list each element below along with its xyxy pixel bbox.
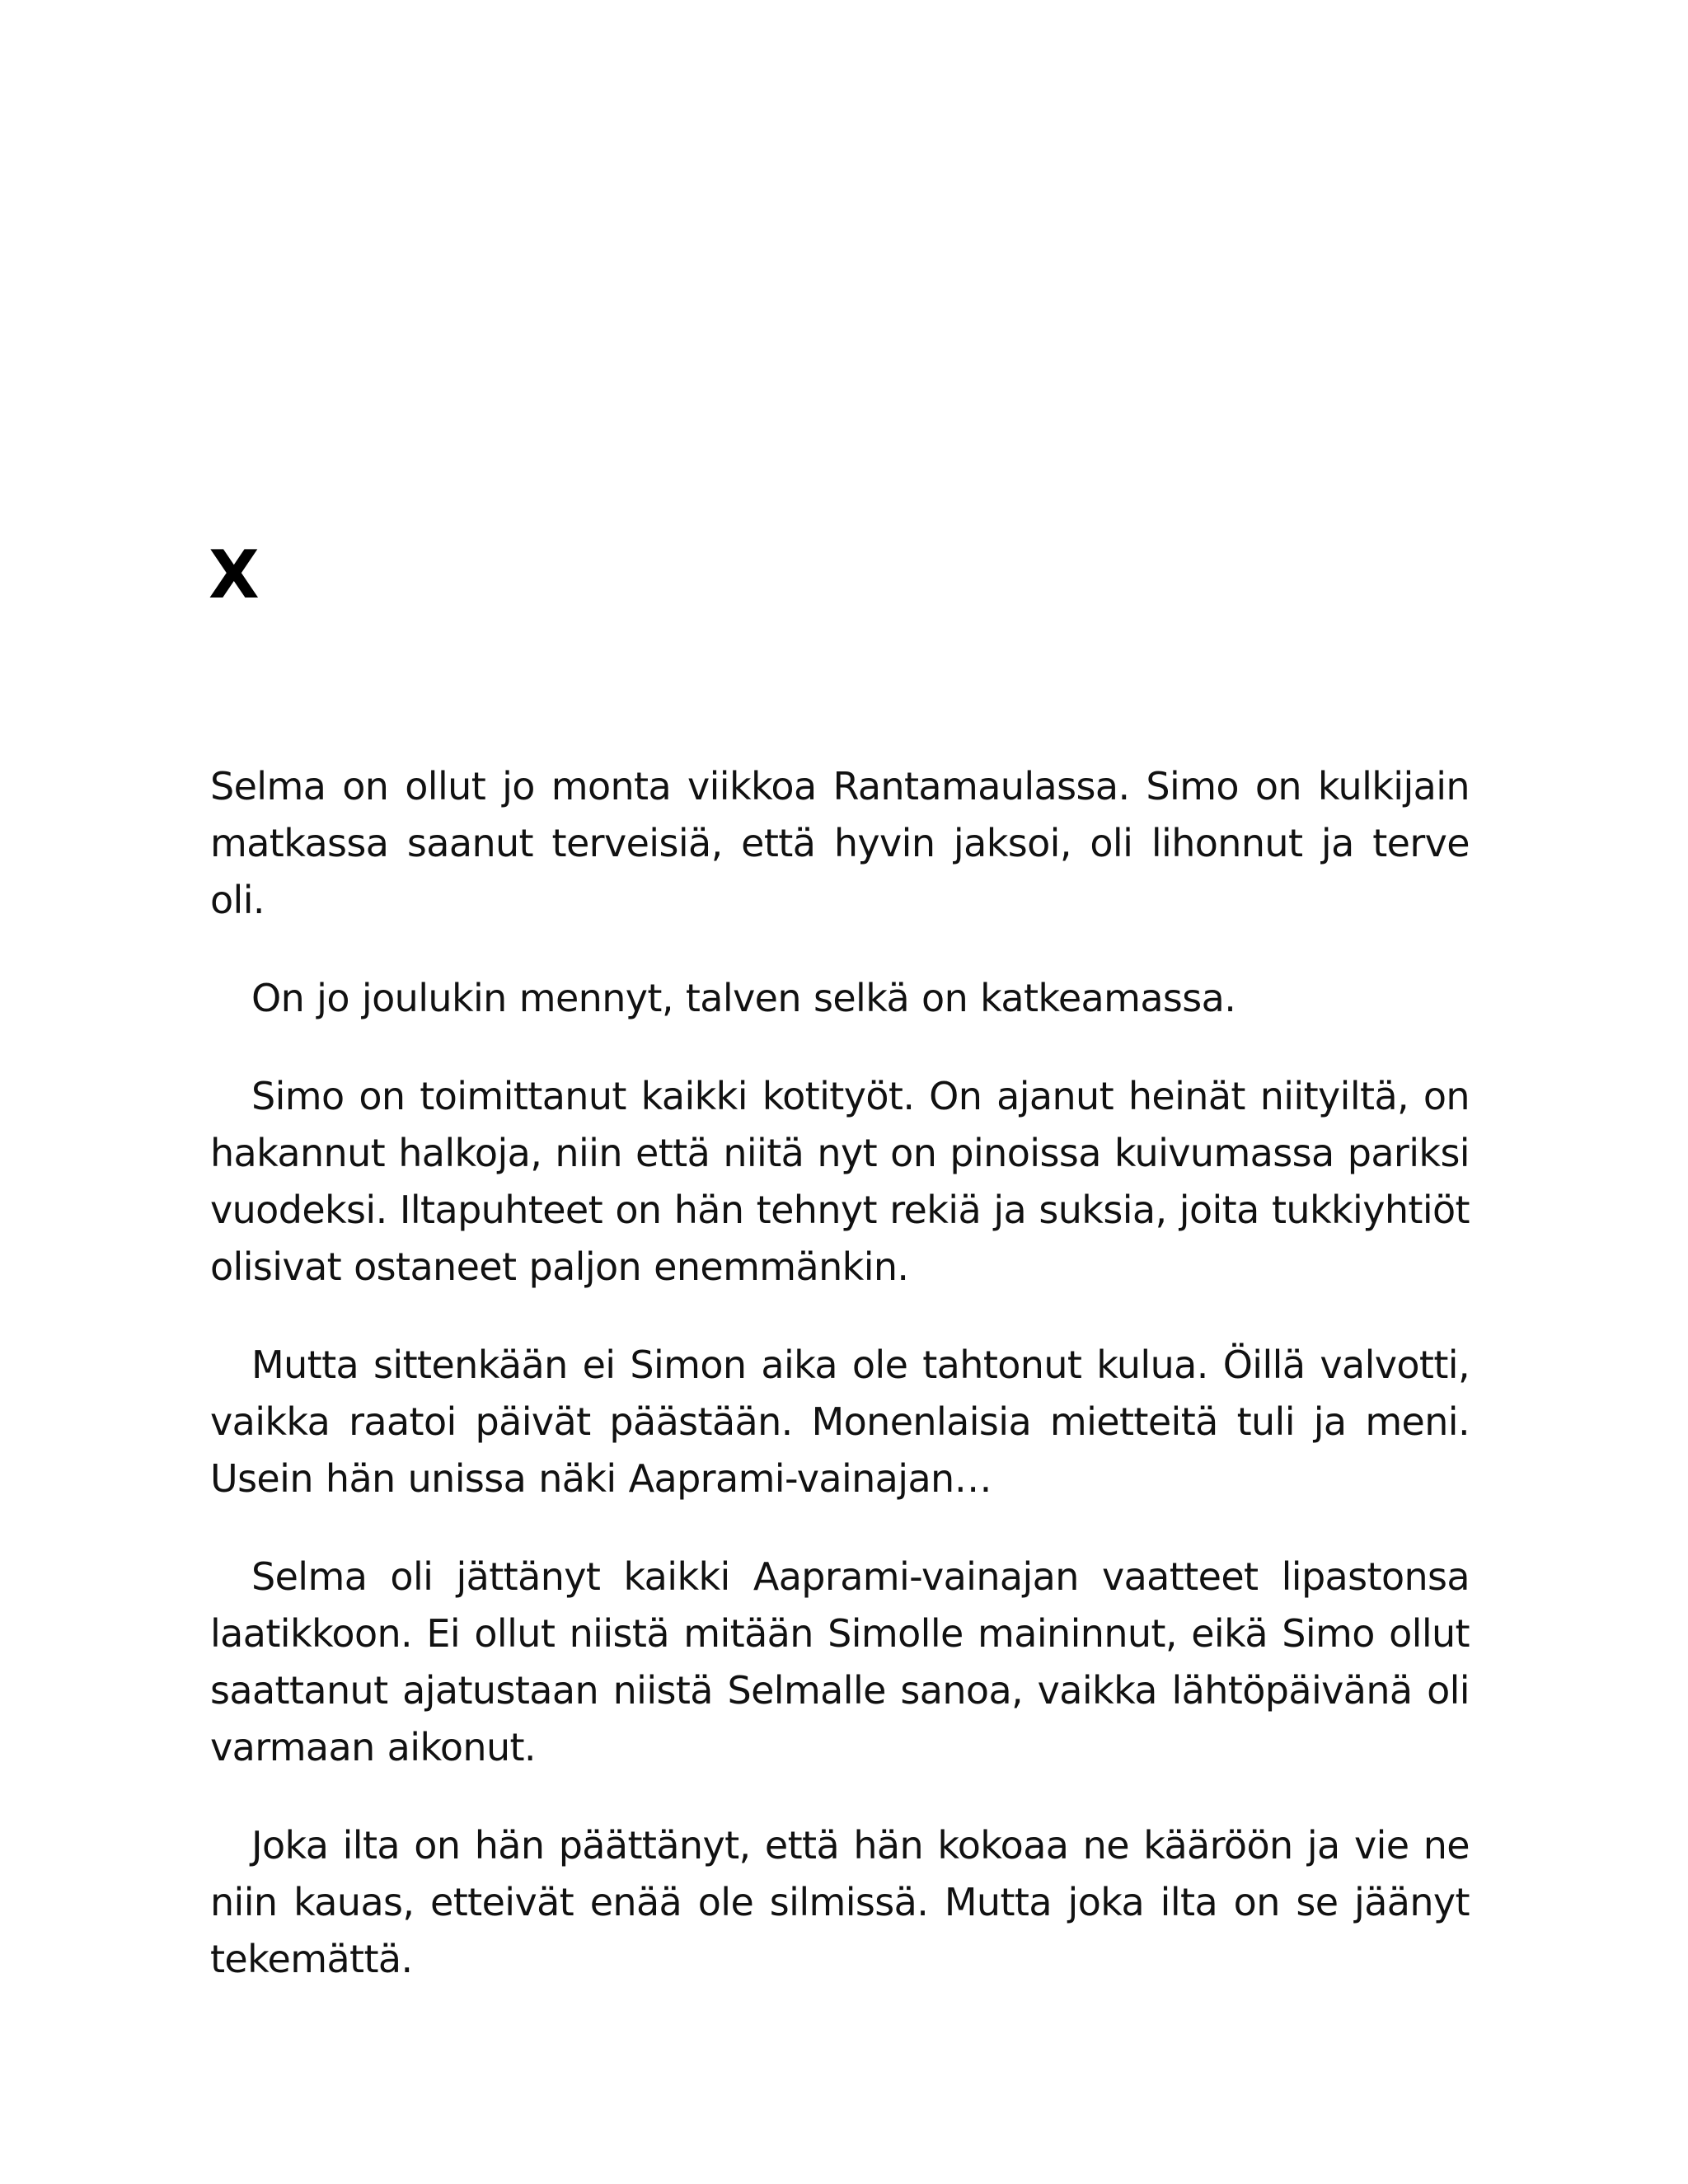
paragraph-3: Simo on toimittanut kaikki kotityöt. On ajanut heinät niityiltä, on hakannut halkoja, niin että niitä nyt on pinoissa kuivumassa pariksi vuodeksi. Iltapuhteet on hän tehnyt rekiä ja suksia, joita tukkiyhtiöt olisivat ostaneet paljon enemmänkin.	[210, 1074, 1470, 1289]
chapter-text	[210, 758, 1470, 1988]
chapter-heading: X	[209, 537, 260, 613]
paragraph-1: Selma on ollut jo monta viikkoa Rantamaulassa. Simo on kulkijain matkassa saanut terveisiä, että hyvin jaksoi, oli lihonnut ja terve oli.	[210, 764, 1470, 922]
paragraph-6: Joka ilta on hän päättänyt, että hän kokoaa ne kääröön ja vie ne niin kauas, etteivät enää ole silmissä. Mutta joka ilta on se jäänyt tekemättä.	[210, 1823, 1470, 1981]
paragraph-4: Mutta sittenkään ei Simon aika ole tahtonut kulua. Öillä valvotti, vaikka raatoi päivät päästään. Monenlaisia mietteitä tuli ja meni. Usein hän unissa näki Aaprami-vainajan…	[210, 1343, 1470, 1501]
paragraph-2: On jo joulukin mennyt, talven selkä on katkeamassa.	[251, 976, 1236, 1020]
paragraph-5: Selma oli jättänyt kaikki Aaprami-vainajan vaatteet lipastonsa laatikkoon. Ei ollut niistä mitään Simolle maininnut, eikä Simo ollut saattanut ajatustaan niistä Selmalle sanoa, vaikka lähtöpäivänä oli varmaan aikonut.	[210, 1554, 1470, 1769]
